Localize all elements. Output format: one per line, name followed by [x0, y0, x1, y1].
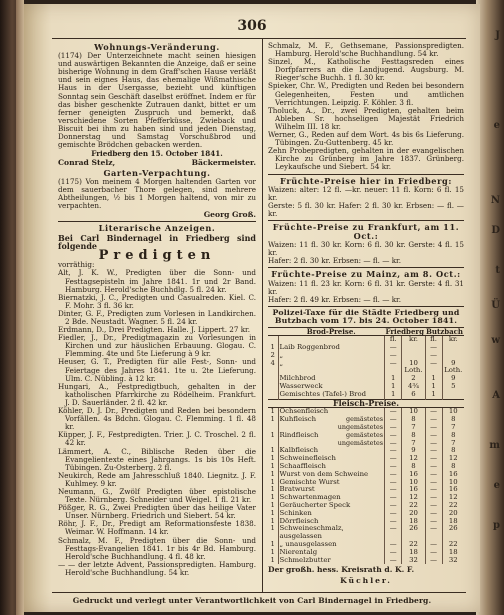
right-column: [268, 42, 464, 587]
footer-rule: [52, 592, 466, 593]
price-value: —: [385, 416, 402, 424]
quantity: 1: [270, 407, 275, 416]
book-listing: Zehn Probepredigten, gehalten in der evangelischen Kirche zu Grünberg im Jahre 1837. Grünberg. Leykaufsche und Siebert. 54 kr.: [268, 146, 464, 172]
fleisch-preise-heading: Fleisch-Preise.: [268, 399, 464, 408]
quantity: 1: [270, 485, 275, 494]
price-value: 1: [385, 391, 402, 399]
item-name: Kuhfleisch gemästetes: [279, 415, 384, 424]
price-value: —: [425, 486, 442, 494]
publisher-intro: Bei Carl Bindernagel in Friedberg sind folgende: [58, 232, 256, 251]
price-value: 10: [442, 408, 464, 416]
price-value: 18: [402, 518, 425, 526]
price-value: —: [425, 541, 442, 549]
fleisch-rows: [268, 408, 464, 564]
heading-wohnung: Wohnungs-Veränderung.: [94, 42, 220, 52]
facing-page-letter: e: [493, 120, 500, 131]
brod-rows: [268, 344, 464, 399]
price-value: —: [385, 352, 402, 360]
price-value: —: [425, 557, 442, 565]
quantity: 1: [270, 477, 275, 486]
price-value: [442, 391, 464, 399]
newspaper-page: [24, 4, 480, 612]
price-value: 22: [402, 502, 425, 510]
fruchte-frankfurt-line: Hafer: 2 fl. 30 kr. Erbsen: — fl. — kr.: [268, 256, 401, 266]
left-column: [58, 42, 256, 577]
price-value: 9: [442, 375, 464, 383]
fruchte-mainz-line: Waizen: 11 fl. 23 kr. Korn: 6 fl. 31 kr. Gerste: 4 fl. 31 kr.: [268, 278, 464, 296]
facing-page-letter: D: [491, 225, 500, 236]
price-value: 7: [402, 440, 425, 448]
price-value: —: [385, 510, 402, 518]
quantity: 4: [270, 358, 275, 367]
quantity: 1: [270, 501, 275, 510]
price-value: —: [385, 494, 402, 502]
facing-page-letter: A: [492, 390, 500, 401]
quantity: 1: [270, 430, 275, 439]
price-value: —: [385, 479, 402, 487]
price-value: —: [385, 447, 402, 455]
item-name: Wurst von dem Schweine: [278, 471, 385, 479]
quantity: 1: [270, 555, 275, 564]
price-value: 1: [425, 391, 442, 399]
item-name: Wasserweck: [278, 383, 385, 391]
book-listing: Fiedler, J., Dr., Predigtmagazin zu Vorlesungen in Kirchen und zur häuslichen Erbauung. Glogau. C. Flemming. 4te und 5te Lieferung à 9 kr.: [58, 333, 256, 359]
item-name: Schaaffleisch: [278, 463, 385, 471]
price-value: 10: [402, 360, 425, 368]
price-value: 1: [425, 375, 442, 383]
price-value: 18: [442, 549, 464, 557]
col-friedberg: Friedberg: [385, 326, 424, 336]
quantity: 1: [270, 547, 275, 556]
price-value: 26: [442, 525, 464, 541]
quantity: [268, 367, 278, 375]
book-listing: Schmalz, M. F., Predigten über die Sonn- und Festtags-Evangelien 1841. 1r bis 4r Bd. Hamburg. Herold'sche Buchhandlung. 4 fl. 48 kr.: [58, 535, 256, 561]
price-value: 26: [402, 525, 425, 541]
item-name: Kalbfleisch: [278, 447, 385, 455]
ad-list-right: [268, 42, 464, 172]
brod-preise-heading: Brod-Preise.: [278, 327, 385, 336]
header-rule: [52, 38, 466, 39]
heading-garten: Garten-Verpachtung.: [103, 167, 211, 178]
kreisrath-signature: Der großh. hess. Kreisrath d. K. F.: [268, 565, 415, 575]
price-value: —: [425, 408, 442, 416]
book-listing: Schmalz, M. F., Gethsemane, Passionspredigten. Hamburg. Herold'sche Buchhandlung. 54 kr.: [268, 41, 464, 59]
separator: [268, 220, 464, 221]
price-value: 12: [442, 494, 464, 502]
price-value: —: [385, 549, 402, 557]
facing-page-letter: e: [493, 480, 500, 491]
price-value: —: [425, 510, 442, 518]
price-value: —: [385, 440, 402, 448]
quantity: [268, 383, 278, 391]
item-name: Schweinefleisch: [278, 455, 385, 463]
price-value: 8: [442, 463, 464, 471]
price-value: 4¾: [402, 383, 425, 391]
signature-stelz: [58, 159, 256, 167]
item-name: „ unausgelassen: [278, 541, 385, 549]
price-value: 10: [442, 479, 464, 487]
facing-page-edge: [476, 0, 504, 615]
separator: [268, 306, 464, 307]
item-name: Gemischtes (Tafel-) Brod: [278, 391, 385, 399]
fruchte-friedberg-line: Waizen: alter: 12 fl. —kr. neuer: 11 fl. Korn: 6 fl. 15 kr.: [268, 184, 464, 202]
price-value: 8: [402, 416, 425, 424]
book-listing: Neumann, G., Zwölf Predigten über epistolische Texte. Nürnberg. Schneider und Weigel. 1 fl. 21 kr.: [58, 486, 256, 505]
heading-literarisch: Literarische Anzeigen.: [98, 223, 216, 234]
price-value: 7: [402, 424, 425, 432]
book-listing: Lämmert, A. C., Biblische Reden über die Evangelientexte eines Jahrgangs. 1s bis 10s Heft. Tübingen. Zu-Osterberg. 2 fl.: [58, 446, 256, 472]
item-name: Bratwurst: [278, 486, 385, 494]
price-value: 16: [442, 486, 464, 494]
price-value: 1: [425, 383, 442, 391]
price-value: 8: [402, 432, 425, 440]
quantity: 1: [270, 469, 275, 478]
price-table: Brod-Preise. Friedberg Butzbach fl. kr. fl. kr. 1 Laib Roggenbrod — — 2 „ — — 4 „ — 10 — 9 Loth. Loth. Milchbrod 1 2 1 9 Wasserweck 1 4¾ 1 5 Gemischtes (Tafel-) Brod 1 6 1 Fleisch-Preise. 1 Ochsenfleisch — 10 — 10 1 Kuhfleisch gemästetes — 8 — 8 ungemästetes — 7 — 7 1 Rindfleisch gemästetes — 8 — 8 ungemästetes — 7 — 7 1 Kalbfleisch — 9 — 8 1 Schweinefleisch — 12 — 12 1 Schaaffleisch — 8 — 8 1 Wurst von dem Schweine — 16 — 16 1 Gemischte Wurst — 10 — 10 1 Bratwurst — 16 — 16 1 Schwartenmagen — 12 — 12 1 Geräucherter Speck — 22 — 22 1 Schinken — 20 — 20 1 Dörrfleisch — 18 — 18 1 Schweineschmalz, ausgelassen — 26 — 26 1 „ unausgelassen — 22 — 22 1 Nierentalg — 18 — 18 1 Schmelzbutter — 32 — 32: [268, 327, 464, 565]
book-listing: Erdmann, D., Drei Predigten. Halle. J. Lippert. 27 kr.: [58, 325, 250, 335]
price-value: —: [385, 502, 402, 510]
quantity: 1: [270, 446, 275, 455]
quantity: 1: [270, 454, 275, 463]
quantity: 1: [270, 508, 275, 517]
item-name: Laib Roggenbrod: [278, 344, 385, 352]
price-value: 22: [442, 502, 464, 510]
book-listing: Werner, G., Reden auf dem Wort. 4s bis 6s Lieferung. Tübingen. Zu-Guttenberg. 45 kr.: [268, 130, 464, 148]
quantity: 1: [270, 343, 275, 352]
price-value: —: [425, 432, 442, 440]
quantity: 1: [270, 493, 275, 502]
item-name: „: [278, 360, 385, 368]
notice-1174: (1174) Der Unterzeichnete macht seinen hiesigen und auswärtigen Bekannten die Anzeige, daß er seine bisherige Wohnung in dem Graff'schen Hause verläßt und sein eignes Haus, das ehemalige Wißmathische Haus in der Usergasse, bezieht und künftigen Sonntag sein Geschäft daselbst eröffnet. Indem er für das bisher geschenkte Zutrauen dankt, bittet er um ferner geneigten Zuspruch und bemerkt, daß verschiedene Sorten Pfefferküsse, Zwieback und Biscuit bei ihm zu haben sind und jeden Dienstag, Donnerstag und Samstag Vorschußbrod und gemischte Brödchen gebacken werden.: [58, 51, 256, 150]
price-value: 8: [442, 447, 464, 455]
book-listing: Röhr, J. F., Dr., Predigt am Reformationsfeste 1838. Weimar. W. Hoffmann. 14 kr.: [58, 519, 256, 537]
separator: [268, 174, 464, 175]
price-value: —: [425, 360, 442, 368]
price-value: 16: [442, 471, 464, 479]
separator: [58, 221, 256, 222]
price-value: —: [425, 502, 442, 510]
price-value: 18: [442, 518, 464, 526]
facing-page-letter: m: [489, 440, 500, 451]
book-listing: Heuser, G. T., Predigten für alle Fest-, Sonn- und Feiertage des Jahres 1841. 1te u. 2te Lieferung. Ulm. C. Nübling. à 12 kr.: [58, 357, 256, 383]
price-row: [268, 525, 464, 541]
price-value: 18: [402, 549, 425, 557]
price-value: —: [425, 424, 442, 432]
price-value: 7: [442, 440, 464, 448]
heading-fruchte-mainz: Früchte-Preise zu Mainz, am 8. Oct.:: [271, 269, 461, 280]
facing-page-letter: J: [495, 30, 500, 41]
quantity: 1: [270, 524, 275, 533]
price-value: [442, 344, 464, 352]
price-value: 2: [402, 375, 425, 383]
item-name: Dörrfleisch: [278, 518, 385, 526]
item-name: ungemästetes: [278, 424, 385, 432]
price-row: [268, 360, 464, 368]
notice-1175: (1175) Von meinem 4 Morgen haltenden Garten vor dem sauerbacher Thore gelegen, sind mehrere Abtheilungen, ½ bis 1 Morgen haltend, von mir zu verpachten.: [58, 177, 256, 211]
price-value: 6: [402, 391, 425, 399]
item-name: Rindfleisch gemästetes: [279, 430, 384, 439]
price-value: —: [425, 447, 442, 455]
price-value: 1: [385, 375, 402, 383]
price-value: —: [385, 424, 402, 432]
item-name: Milchbrod: [278, 375, 385, 383]
item-name: Schmelzbutter: [278, 557, 385, 565]
price-value: 12: [402, 494, 425, 502]
price-value: —: [385, 455, 402, 463]
kreisrath-name: Küchler.: [340, 575, 392, 585]
price-value: 8: [442, 432, 464, 440]
price-value: 16: [402, 486, 425, 494]
book-listing: — — der letzte Advent, Passionspredigten. Hamburg. Herold'sche Buchhandlung. 54 kr.: [58, 559, 256, 577]
item-name: Nierentalg: [278, 549, 385, 557]
price-value: 22: [402, 541, 425, 549]
quantity: 1: [270, 516, 275, 525]
price-value: —: [385, 471, 402, 479]
quantity: 1: [270, 415, 275, 424]
heading-fruchte-friedberg: Früchte-Preise hier in Friedberg:: [280, 175, 452, 186]
book-listing: Küpper, J. F., Festpredigten. Trier. J. C. Troschel. 2 fl. 42 kr.: [58, 430, 256, 448]
price-value: Loth.: [402, 367, 425, 375]
heading-fruchte-frankfurt: Früchte-Preise zu Frankfurt, am 11. Oct.:: [272, 222, 460, 241]
price-value: 22: [442, 541, 464, 549]
price-value: 10: [402, 408, 425, 416]
price-value: [402, 344, 425, 352]
price-value: 5: [442, 383, 464, 391]
notice-date: Friedberg den 15. October 1841.: [91, 148, 223, 158]
fruchte-mainz-line: Hafer: 2 fl. 49 kr. Erbsen: — fl. — kr.: [268, 295, 401, 305]
price-value: 32: [442, 557, 464, 565]
fruchte-friedberg-line: Gerste: 5 fl. 30 kr. Hafer: 2 fl. 30 kr. Erbsen: — fl. — kr.: [268, 201, 464, 219]
price-value: —: [385, 432, 402, 440]
imprint-footer: Gedruckt und verlegt unter Verantwortlichkeit von Carl Bindernagel in Friedberg.: [72, 596, 432, 605]
quantity: [268, 375, 278, 383]
book-listing: Hungari, A., Festpredigtbuch, gehalten in der katholischen Pfarrkirche zu Rödelheim. Frankfurt. J. D. Sauerländer. 2 fl. 42 kr.: [58, 381, 256, 407]
ad-list-left: [58, 269, 256, 577]
separator: [268, 267, 464, 268]
vorraethig-label: vorräthig:: [58, 259, 95, 269]
item-name: Geräucherter Speck: [278, 502, 385, 510]
price-value: Loth.: [442, 367, 464, 375]
price-value: —: [425, 525, 442, 541]
item-name: Gemischte Wurst: [278, 479, 385, 487]
signature-gross: Georg Groß.: [203, 210, 256, 220]
book-listing: Dinter, G. F., Predigten zum Vorlesen in Landkirchen. 2 Bde. Neustadt. Wagner. 5 fl. 24 kr.: [58, 308, 256, 326]
price-value: 16: [402, 471, 425, 479]
quantity: 1: [270, 462, 275, 471]
quantity: [268, 391, 278, 399]
facing-page-letter: t: [495, 265, 500, 276]
price-value: 20: [402, 510, 425, 518]
spine-edge: [16, 0, 24, 615]
price-value: —: [385, 518, 402, 526]
book-listing: Köhler, D. J. Dr., Predigten und Reden bei besondern Vorfällen. 4s Bdchn. Glogau. C. Flemming. 1 fl. 48 kr.: [58, 406, 256, 432]
price-value: —: [385, 463, 402, 471]
price-value: —: [385, 541, 402, 549]
item-name: Schweineschmalz, ausgelassen: [278, 525, 385, 541]
price-value: 12: [402, 455, 425, 463]
price-value: 32: [402, 557, 425, 565]
item-name: ungemästetes: [278, 440, 385, 448]
price-value: —: [425, 440, 442, 448]
price-value: 9: [402, 447, 425, 455]
price-value: —: [425, 352, 442, 360]
fruchte-frankfurt-line: Waizen: 11 fl. 30 kr. Korn: 6 fl. 30 kr. Gerste: 4 fl. 15 kr.: [268, 239, 464, 257]
price-value: 20: [442, 510, 464, 518]
price-value: —: [425, 416, 442, 424]
price-value: —: [425, 549, 442, 557]
price-value: —: [425, 494, 442, 502]
price-value: —: [385, 557, 402, 565]
price-value: —: [385, 408, 402, 416]
book-listing: Tholuck, A., Dr., zwei Predigten, gehalten beim Ableben Sr. hochseligen Majestät Friedrich Wilhelm III. 18 kr.: [268, 105, 464, 131]
item-name: „: [278, 352, 385, 360]
price-value: —: [425, 344, 442, 352]
price-value: —: [425, 479, 442, 487]
price-value: —: [425, 463, 442, 471]
col-butzbach: Butzbach: [426, 326, 463, 336]
item-name: Schinken: [278, 510, 385, 518]
price-value: —: [385, 360, 402, 368]
item-name: Schwartenmagen: [278, 494, 385, 502]
page-number: 306: [237, 18, 267, 34]
price-value: 9: [442, 360, 464, 368]
book-listing: Alt, J. K. W., Predigten über die Sonn- und Festtagsepisteln im Jahre 1841. 1r und 2r Band. Hamburg. Herold'sche Buchhdlg. 5 fl. 24 kr.: [58, 268, 256, 294]
price-value: 8: [402, 463, 425, 471]
polizei-taxe-title: Polizei-Taxe für die Städte Friedberg und Butzbach vom 17. bis 24. October 1841.: [272, 308, 460, 326]
facing-page-letter: Ü: [491, 300, 500, 311]
item-name: Ochsenfleisch: [278, 408, 385, 416]
signature-role: Bäckermeister.: [191, 157, 256, 167]
price-value: —: [385, 344, 402, 352]
price-value: —: [425, 455, 442, 463]
price-value: —: [385, 486, 402, 494]
quantity: 1: [270, 540, 275, 549]
price-value: —: [425, 518, 442, 526]
facing-page-letter: N: [490, 195, 500, 206]
book-listing: Spieker, Chr. W., Predigten und Reden bei besondern Gelegenheiten, Festen und amtlichen Verrichtungen. Leipzig. F. Köhler. 3 fl.: [268, 81, 464, 107]
column-divider: [262, 38, 263, 593]
facing-page-letter: w: [491, 335, 500, 346]
price-value: 1: [385, 383, 402, 391]
book-listing: Pößger, R. G., Zwei Predigten über das heilige Vater Unser. Nürnberg. Friedrich und Siebert. 54 kr.: [58, 503, 256, 521]
price-row: [268, 557, 464, 565]
price-value: 10: [402, 479, 425, 487]
price-value: 8: [442, 416, 464, 424]
facing-page-letter: p: [493, 520, 500, 531]
book-listing: Neukirch, Rede am Jahresschluß 1840. Liegnitz. J. F. Kuhlmey. 9 kr.: [58, 470, 256, 488]
signature-name: Conrad Stelz,: [58, 157, 116, 167]
price-value: —: [385, 525, 402, 541]
price-value: —: [425, 471, 442, 479]
heading-predigten: Predigten: [98, 247, 216, 263]
price-value: 7: [442, 424, 464, 432]
quantity: 2: [270, 350, 275, 359]
book-listing: Biernatzki, J. C., Predigten und Casualreden. Kiel. C. F. Mohr. 3 fl. 36 kr.: [58, 292, 256, 310]
book-listing: Sinzel, M., Katholische Festtagsreden eines Dorfpfarrers an die Landjugend. Augsburg. M. Rieger'sche Buchh. 1 fl. 30 kr.: [268, 57, 464, 83]
price-value: 12: [442, 455, 464, 463]
